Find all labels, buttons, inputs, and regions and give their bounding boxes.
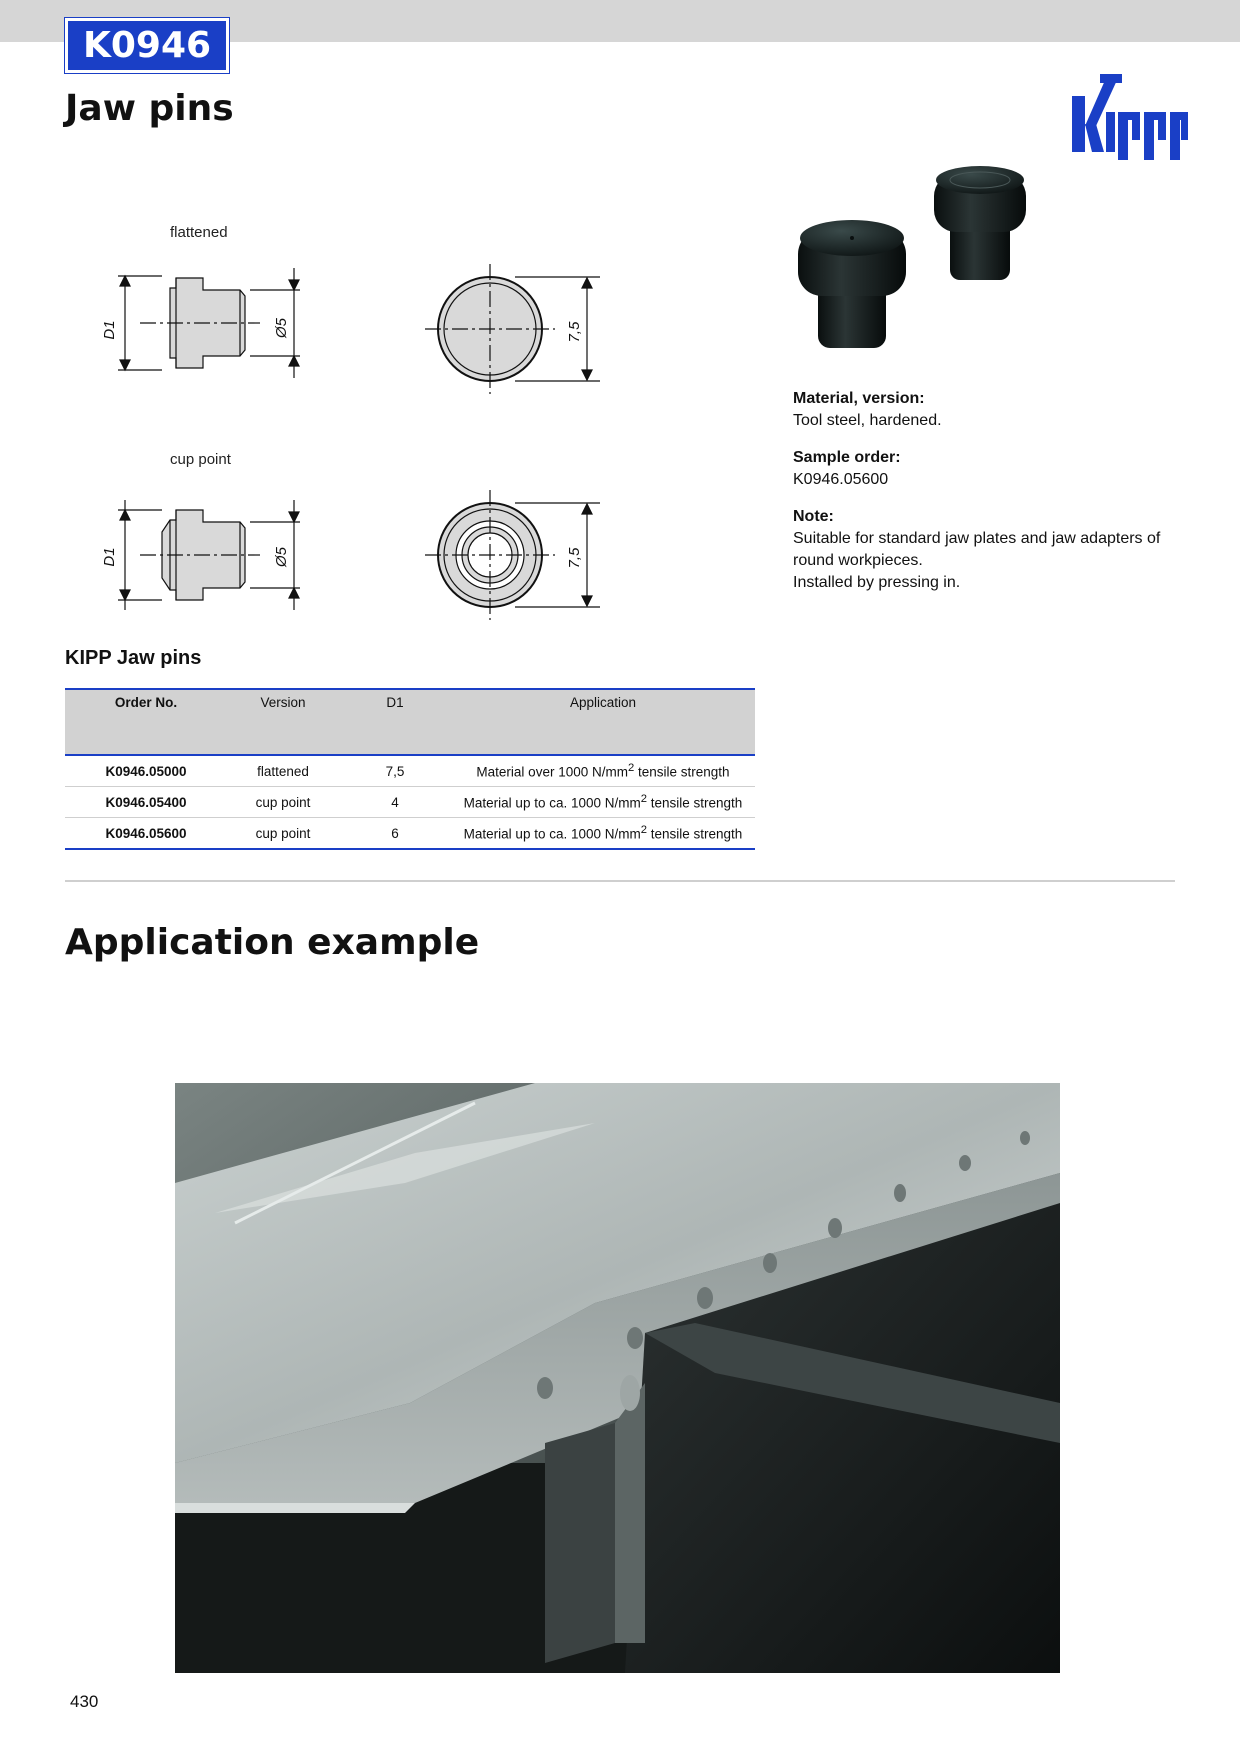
cell-application [451,787,755,818]
flattened-front-view-drawing [415,262,605,397]
cell-order-no: K0946.05600 [65,818,227,850]
kipp-logo [1070,70,1188,160]
page-title: Jaw pins [65,88,234,129]
cell-d1: 4 [339,787,451,818]
drawing-label-flattened: flattened [170,224,228,241]
flattened-length-label: 7,5 [566,321,583,343]
sample-order-text: K0946.05600 [793,471,889,488]
note-heading: Note: [793,508,834,525]
application-superscript: 2 [640,824,648,837]
header-order-no: Order No. [65,689,227,755]
product-code-badge: K0946 [65,18,229,73]
application-text-end: tensile strength [647,795,743,811]
table-row [65,755,755,787]
table-title: KIPP Jaw pins [65,647,202,669]
table-header-row [65,689,755,755]
application-text-end: tensile strength [634,764,730,780]
cell-d1: 6 [339,818,451,850]
cell-order-no: K0946.05000 [65,755,227,787]
header-version: Version [227,689,339,755]
material-text: Tool steel, hardened. [793,412,942,429]
note-line-2: Installed by pressing in. [793,574,961,591]
application-text: Material up to ca. 1000 N/mm [463,826,641,842]
flattened-side-view-drawing [100,268,310,383]
product-info [793,388,1193,609]
cup-point-side-view-drawing [100,500,310,615]
cup-point-shank-label: Ø5 [273,546,290,568]
application-superscript: 2 [640,793,648,806]
table-row [65,787,755,818]
flattened-shank-label: Ø5 [273,317,290,339]
cell-d1: 7,5 [339,755,451,787]
application-text: Material over 1000 N/mm [476,764,628,780]
header-application: Application [451,689,755,755]
material-heading: Material, version: [793,390,925,407]
cell-order-no: K0946.05400 [65,787,227,818]
application-text-end: tensile strength [647,826,743,842]
page-number: 430 [70,1692,99,1711]
application-example-photo [175,1083,1060,1673]
cup-point-front-view-drawing [415,488,605,623]
cup-point-length-label: 7,5 [566,547,583,569]
section-divider [65,880,1175,882]
cell-application [451,818,755,850]
cell-application [451,755,755,787]
application-superscript: 2 [627,762,635,775]
application-text: Material up to ca. 1000 N/mm [463,795,641,811]
drawing-label-cup-point: cup point [170,451,231,468]
application-section-title: Application example [65,922,480,963]
sample-order-heading: Sample order: [793,449,901,466]
cup-point-d1-label: D1 [101,547,118,567]
jaw-pins-product-photo [790,160,1070,380]
cell-version: flattened [227,755,339,787]
table-row [65,818,755,850]
note-line-1: Suitable for standard jaw plates and jaw adapters of round workpieces. [793,530,1161,569]
flattened-d1-label: D1 [101,320,118,340]
header-d1: D1 [339,689,451,755]
jaw-pins-table [65,688,755,850]
cell-version: cup point [227,787,339,818]
cell-version: cup point [227,818,339,850]
